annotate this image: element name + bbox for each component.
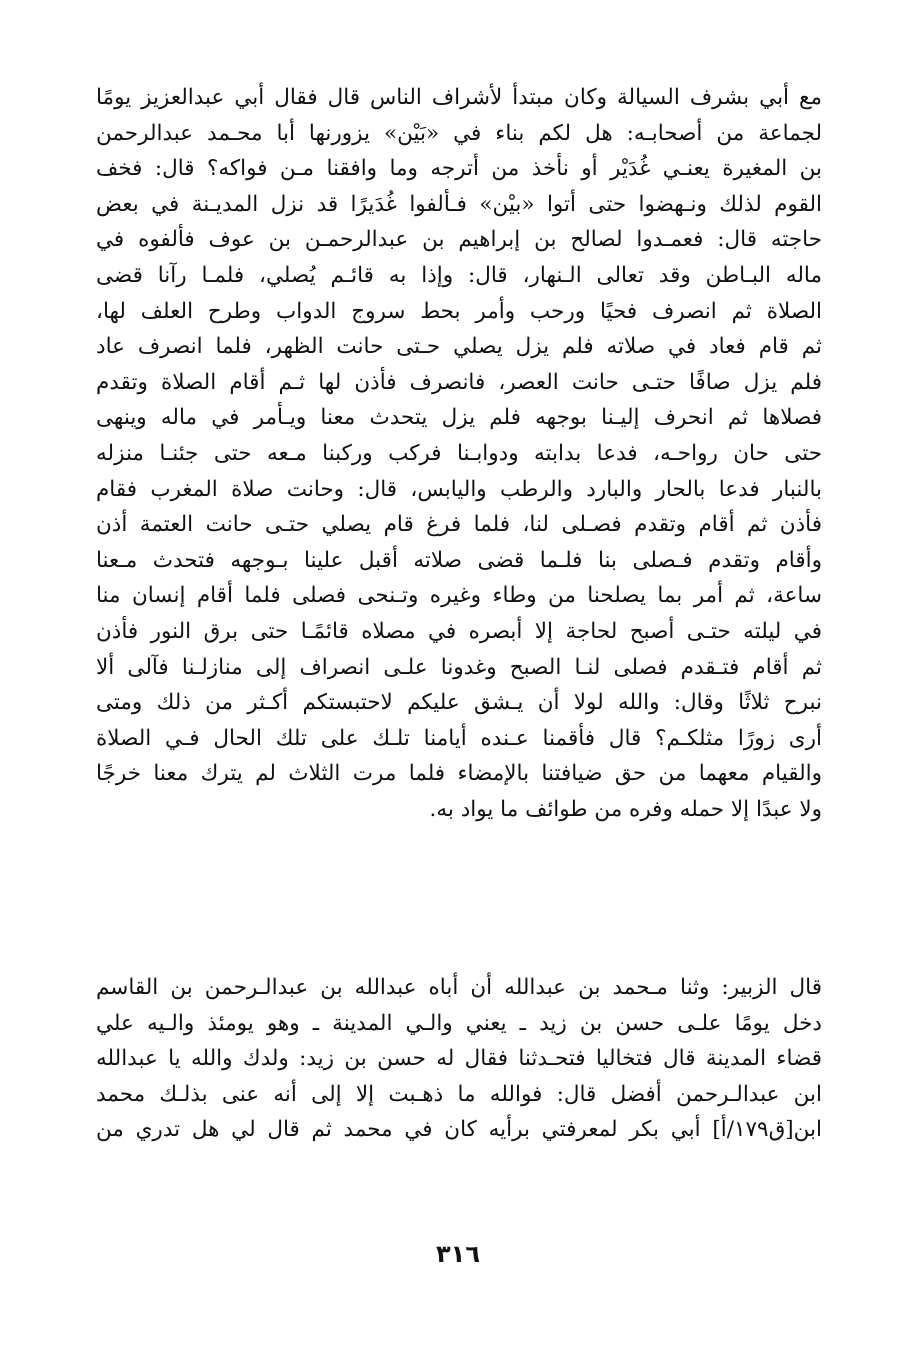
text-line: أرى زورًا مثلكـم؟ قال فأقمنا عـنده أيامنا تلـك على تلك الحال فـي الصلاة xyxy=(96,725,822,751)
text-line: حاجته قال: فعمـدوا لصالح بن إبراهيم بن عبدالرحمـن بن عوف فألفوه في xyxy=(96,227,822,253)
text-line: ولا عبدًا إلا حمله وفره من طوائف ما يواد به. xyxy=(429,796,822,822)
text-line: بالنبار فدعا بالحار والبارد والرطب واليابس، قال: وحانت صلاة المغرب فقام xyxy=(96,476,822,502)
text-line: لجماعة من أصحابـه: هل لكم بناء في «بَيْن» يزورنها أبا محـمد عبدالرحمن xyxy=(96,120,822,146)
text-line: وأقام وتقدم فـصلى بنا فلـما قضى صلاته أقبل علينا بـوجهه فتحدث مـعنا xyxy=(96,547,822,573)
text-line: قضاء المدينة قال فتخاليا فتحـدثنا فقال له حسن بن زيد: ولدك والله يا عبدالله xyxy=(96,1046,822,1072)
text-line: والقيام معهما من حق ضيافتنا بالإمضاء فلما مرت الثلاث لم يترك معنا خرجًا xyxy=(96,761,822,787)
text-line: ماله البـاطن وقد تعالى الـنهار، قال: وإذا به قائـم يُصلي، فلمـا رآنا قضى xyxy=(96,262,822,288)
text-line: ساعة، ثم أمر بما يصلحنا من وطاء وغيره وتـنحى فصلى فلما أقام إنسان منا xyxy=(96,583,822,609)
text-line: فأذن ثم أقام وتقدم فصـلى لنا، فلما فرغ قام يصلي حتـى حانت العتمة أذن xyxy=(96,512,822,538)
text-line: بن المغيرة يعنـي غُدَيْر أو نأخذ من أترجه وما وافقنا مـن فواكه؟ قال: فخف xyxy=(96,156,822,182)
text-line: القوم لذلك ونـهضوا حتى أتوا «بيْن» فـألفوا غُدَيرًا قد نزل المديـنة في بعض xyxy=(96,191,822,217)
text-line: نبرح ثلاثًا وقال: والله لولا أن يـشق عليكم لاحتبستكم أكـثر من ذلك ومتى xyxy=(96,690,822,716)
text-line: حتى حان رواحـه، فدعا بدابته ودوابـنا فركب وركبنا مـعه حتى جئنـا منزله xyxy=(96,440,822,466)
page-number: ٣١٦ xyxy=(436,1240,480,1268)
text-line: فصلاها ثم انحرف إليـنا بوجهه فلم يزل يتحدث معنا ويـأمر في ماله وينهى xyxy=(96,405,822,431)
paragraph-1 xyxy=(96,80,822,827)
text-line: قال الزبير: وثنا مـحمد بن عبدالله أن أباه عبدالله بن عبدالـرحمن بن القاسم xyxy=(96,975,822,1000)
text-line: ثم قام فعاد في صلاته فلم يزل يصلي حـتى حانت الظهر، فلما انصرف عاد xyxy=(96,334,822,360)
text-line: فلم يزل صافًا حتـى حانت العصر، فانصرف فأذن لها ثـم أقام الصلاة وتقدم xyxy=(96,369,822,395)
text-line: الصلاة ثم انصرف فحيًا ورحب وأمر بحط سروج الدواب وطرح العلف لها، xyxy=(96,298,822,324)
text-line: مع أبي بشرف السيالة وكان مبتدأ لأشراف الناس قال فقال أبي عبدالعزيز يومًا xyxy=(96,85,822,110)
text-line: ابن[ق١٧٩/أ] أبي بكر لمعرفتي برأيه كان في محمد ثم قال لي هل تدري من xyxy=(96,1117,822,1143)
text-line: في ليلته حتـى أصبح لحاجة إلا أبصره في مصلاه قائمًـا حتى برق النور فأذن xyxy=(96,618,822,644)
text-line: دخل يومًا علـى حسن بن زيد ـ يعني والـي المدينة ـ وهو يومئذ والـيه علي xyxy=(96,1010,822,1036)
text-line: ابن عبدالـرحمن أفضل قال: فوالله ما ذهـبت إلا إلى أنه عنى بذلـك محمد xyxy=(96,1081,822,1107)
paragraph-2 xyxy=(96,970,822,1148)
text-line: ثم أقام فتـقدم فصلى لنـا الصبح وغدونا علـى انصراف إلى منازلـنا فآلى ألا xyxy=(96,654,822,680)
